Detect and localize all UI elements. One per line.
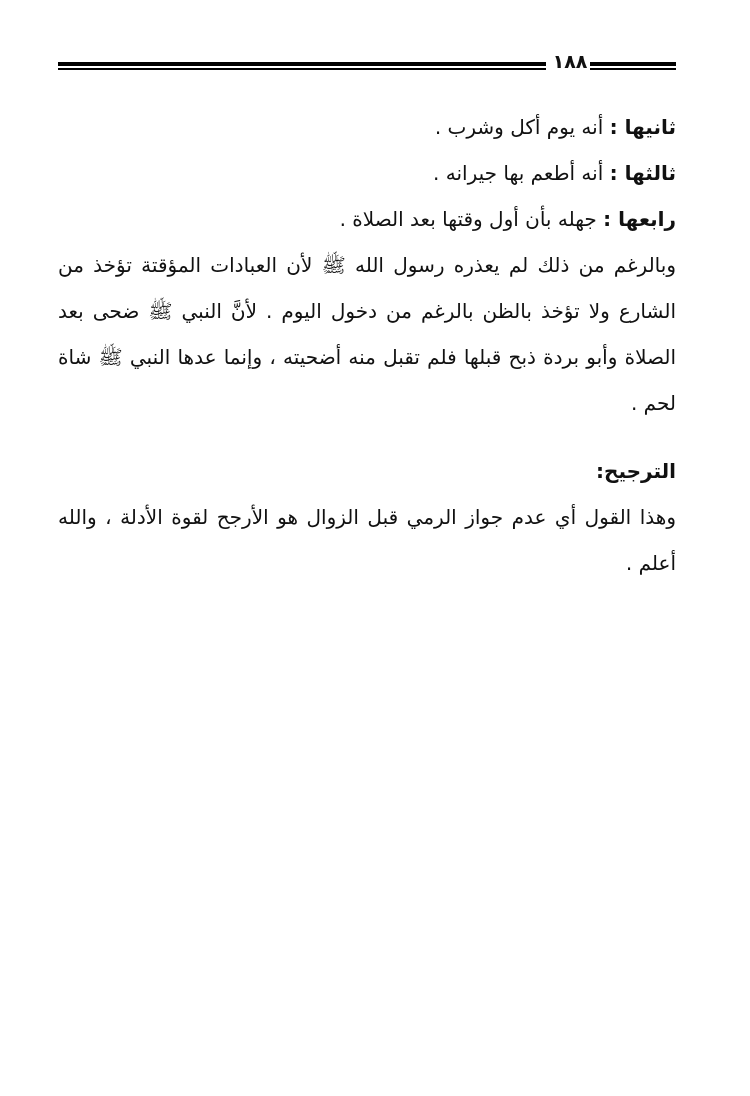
list-item	[58, 196, 676, 242]
list-item	[58, 150, 676, 196]
item-text: جهله بأن أول وقتها بعد الصلاة .	[339, 207, 597, 231]
page-body	[58, 104, 676, 586]
item-label: رابعها :	[603, 207, 676, 231]
item-text: أنه يوم أكل وشرب .	[434, 115, 604, 139]
body-paragraph: وبالرغم من ذلك لم يعذره رسول الله ﷺ لأن العبادات المؤقتة تؤخذ من الشارع ولا تؤخذ بالظن بالرغم من دخول اليوم . لأنَّ النبي ﷺ ضحى بعد الصلاة وأبو بردة ذبح قبلها فلم تقبل منه أضحيته ، وإنما عدها النبي ﷺ شاة لحم .	[58, 253, 676, 415]
section-heading: الترجيح:	[596, 459, 676, 483]
item-text: أنه أطعم بها جيرانه .	[433, 161, 604, 185]
list-item	[58, 104, 676, 150]
page-header	[58, 51, 676, 76]
item-label: ثالثها :	[609, 161, 676, 185]
header-rule-left	[58, 62, 546, 70]
conclusion-paragraph: وهذا القول أي عدم جواز الرمي قبل الزوال هو الأرجح لقوة الأدلة ، والله أعلم .	[58, 505, 676, 575]
page-number: ١٨٨	[552, 51, 588, 73]
header-rule-right	[590, 62, 676, 70]
item-label: ثانيها :	[609, 115, 676, 139]
